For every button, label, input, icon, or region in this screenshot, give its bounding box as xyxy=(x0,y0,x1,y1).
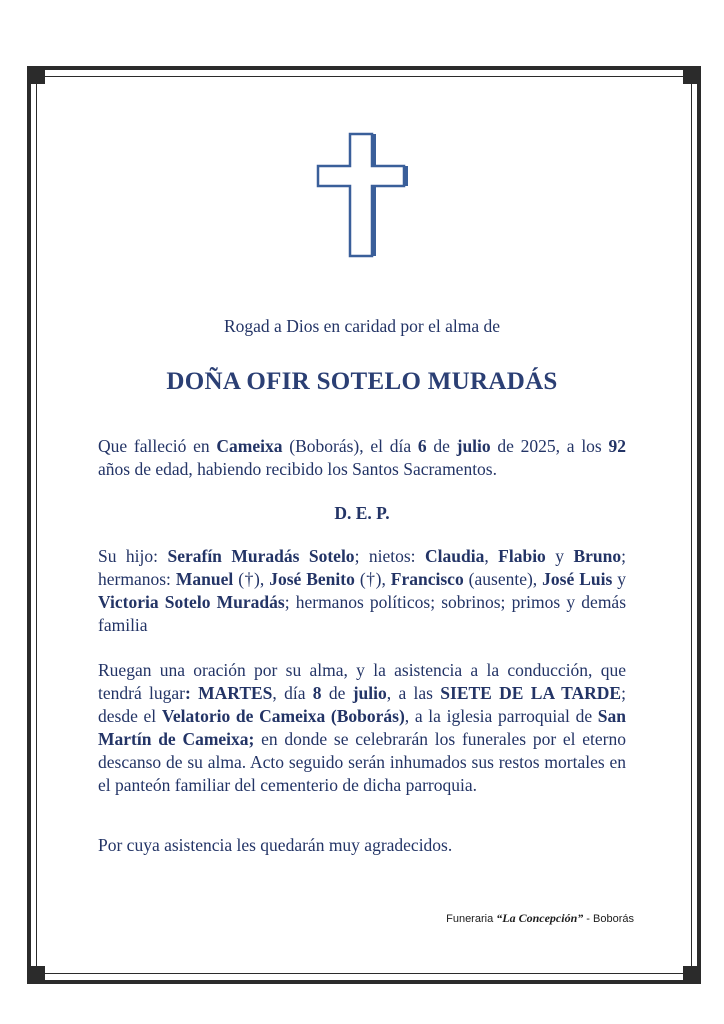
corner-ornament xyxy=(683,966,701,984)
grandchild-name: Claudia xyxy=(425,546,485,566)
son-name: Serafín Muradás Sotelo xyxy=(167,546,355,566)
latin-cross-icon xyxy=(314,132,410,258)
funeral-home-brand: “La Concepción” xyxy=(496,911,584,925)
funeral-time: SIETE DE LA TARDE xyxy=(440,683,622,703)
grandchild-name: Flabio xyxy=(498,546,546,566)
sibling-name: Francisco xyxy=(390,569,464,589)
death-day: 6 xyxy=(417,436,427,456)
church-name: San Martín de Cameixa; xyxy=(98,706,627,749)
sibling-name: Manuel xyxy=(175,569,234,589)
sibling-name: José Benito xyxy=(269,569,355,589)
corner-ornament xyxy=(27,66,45,84)
funeral-home-footer: Funeraria “La Concepción” - Boborás xyxy=(446,911,634,925)
sibling-name: Victoria Sotelo Muradás xyxy=(98,592,285,612)
corner-ornament xyxy=(683,66,701,84)
funeral-day: 8 xyxy=(312,683,322,703)
funeral-month: julio xyxy=(352,683,387,703)
funeral-paragraph: Ruegan una oración por su alma, y la asistencia a la conducción, que tendrá lugar: MARTES, día 8 de julio, a las SIETE DE LA TARDE; desde el Velatorio de Cameixa (Boborás), a la iglesia parroquial de San Martín de Cameixa; en donde se celebrarán los funerales por el eterno descanso de su alma. Acto seguido serán inhumados sus restos mortales en el panteón familiar del cementerio de dicha parroquia. xyxy=(98,660,627,795)
death-place: Cameixa xyxy=(216,436,283,456)
funeral-venue: Velatorio de Cameixa (Boborás) xyxy=(161,706,405,726)
grandchild-name: Bruno xyxy=(573,546,622,566)
age: 92 xyxy=(608,436,626,456)
sibling-name: José Luis xyxy=(542,569,613,589)
thanks-line: Por cuya asistencia les quedarán muy agradecidos. xyxy=(98,835,453,855)
intro-line: Rogad a Dios en caridad por el alma de xyxy=(223,316,500,336)
family-paragraph: Su hijo: Serafín Muradás Sotelo; nietos: Claudia, Flabio y Bruno; hermanos: Manuel (†), José Benito (†), Francisco (ausente), José Luis y Victoria Sotelo Muradás; hermanos políticos; sobrinos; primos y demás familia xyxy=(98,546,627,635)
death-month: julio xyxy=(456,436,491,456)
dep-line: D. E. P. xyxy=(334,503,390,523)
deceased-name: DOÑA OFIR SOTELO MURADÁS xyxy=(166,368,558,395)
funeral-weekday: : MARTES xyxy=(185,683,273,703)
death-paragraph: Que falleció en Cameixa (Boborás), el día 6 de julio de 2025, a los 92 años de edad, habiendo recibido los Santos Sacramentos. xyxy=(98,436,626,479)
corner-ornament xyxy=(27,966,45,984)
